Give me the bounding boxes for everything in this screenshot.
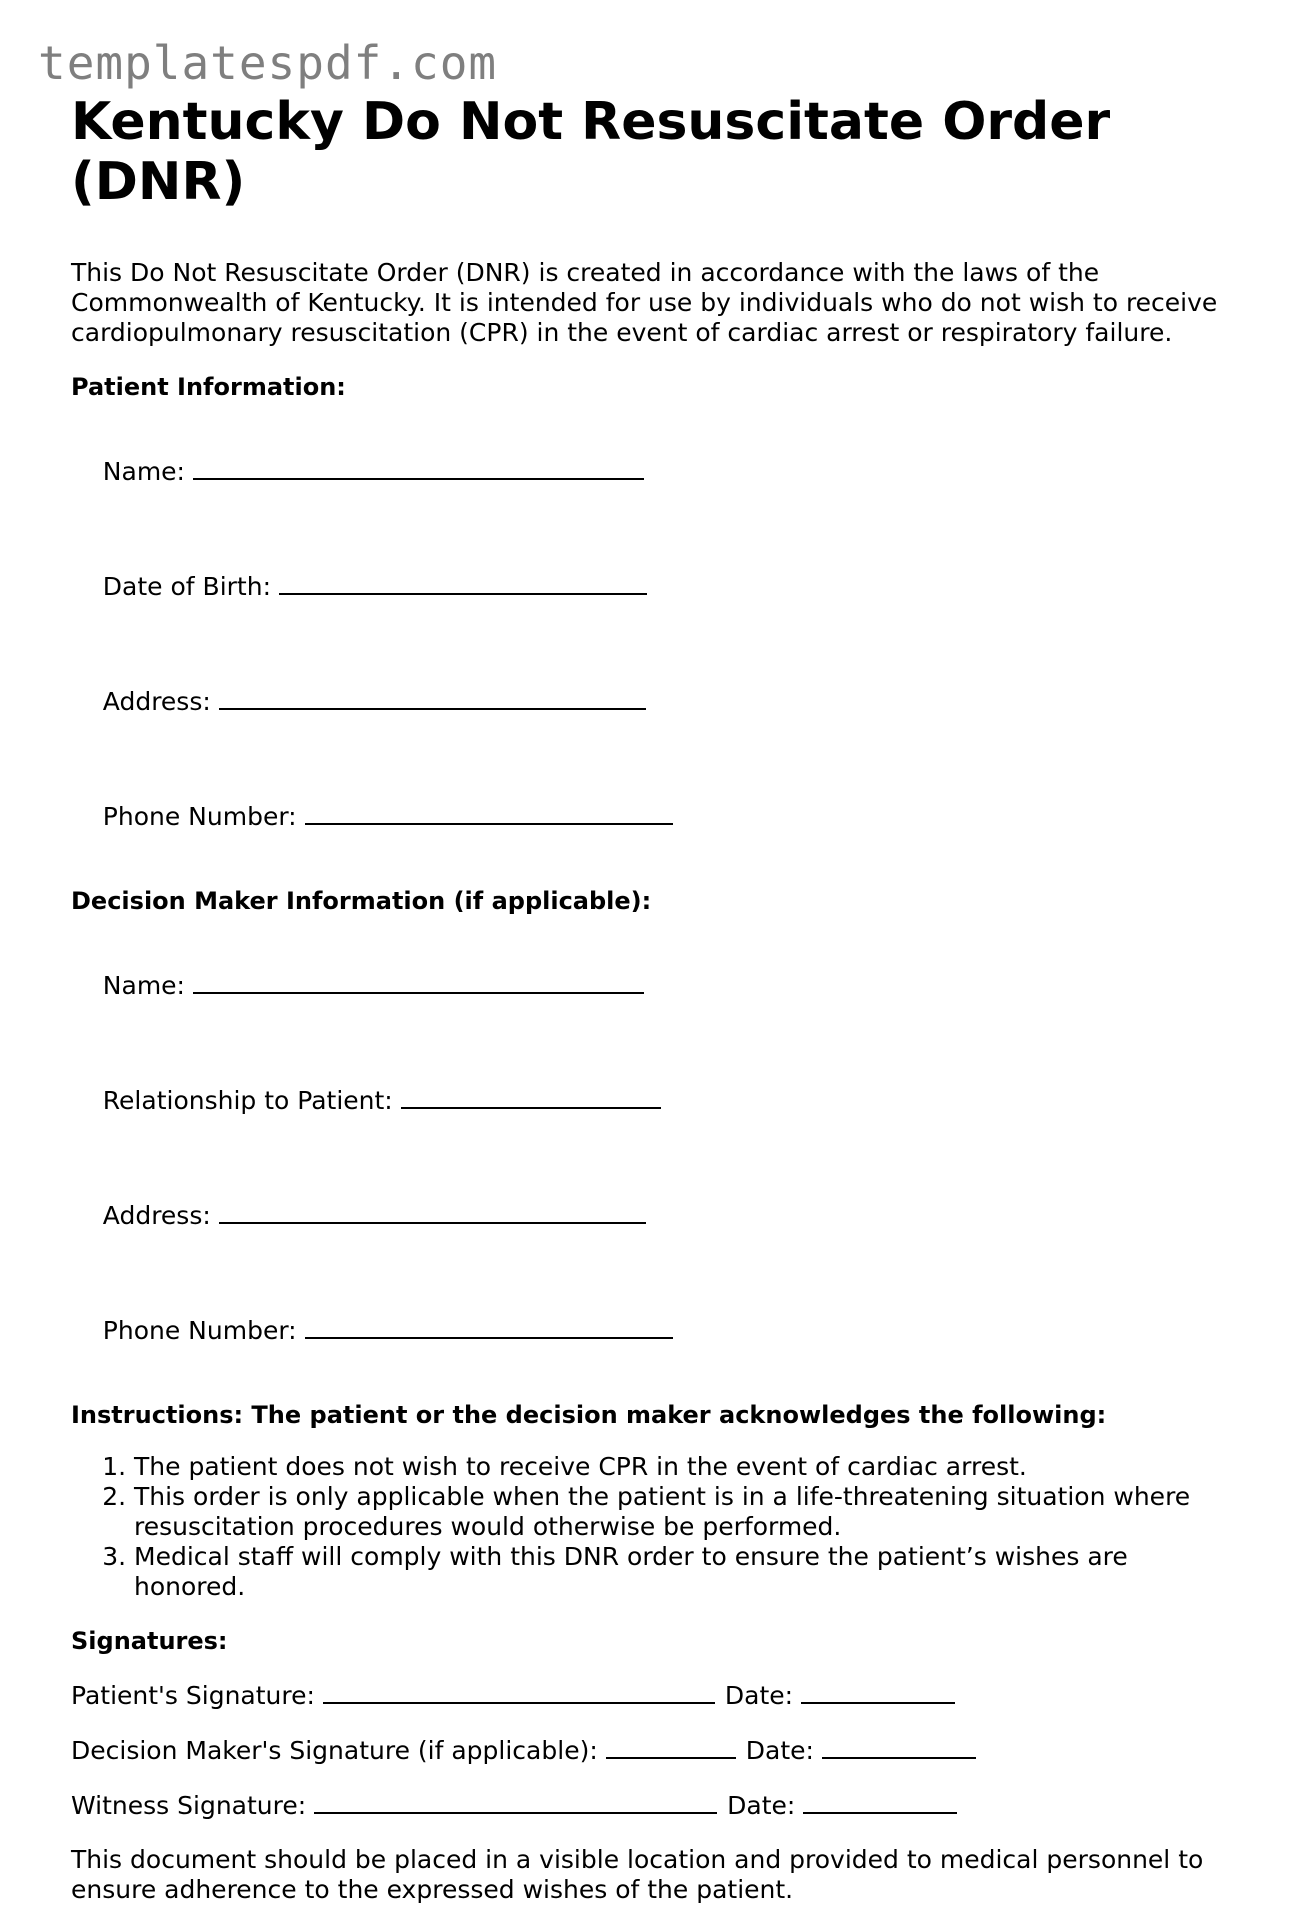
acknowledgement-list: [71, 1452, 1221, 1602]
page-title: Kentucky Do Not Resuscitate Order (DNR): [71, 92, 1111, 212]
list-item: 2. This order is only applicable when the patient is in a life-threatening situation where resuscitation procedures would otherwise be performed.: [134, 1482, 1221, 1542]
dm-phone-label: Phone Number:: [102, 1316, 297, 1345]
witness-signature-row: [71, 1788, 1221, 1821]
dm-relationship-input[interactable]: [401, 1083, 661, 1109]
dm-signature-input[interactable]: [606, 1733, 736, 1759]
patient-signature-label: Patient's Signature:: [71, 1681, 315, 1710]
patient-name-label: Name:: [102, 457, 185, 486]
dm-signature-row: [71, 1733, 1221, 1766]
patient-dob-label: Date of Birth:: [102, 572, 271, 601]
list-item: 3. Medical staff will comply with this DNR order to ensure the patient’s wishes are honored.: [134, 1542, 1221, 1602]
patient-date-input[interactable]: [801, 1678, 955, 1704]
dm-address-field: [71, 1168, 1221, 1261]
witness-date-label: Date:: [727, 1791, 796, 1820]
dm-phone-field: [71, 1283, 1221, 1376]
dm-name-label: Name:: [102, 971, 185, 1000]
patient-dob-input[interactable]: [279, 569, 647, 595]
witness-date-input[interactable]: [803, 1788, 957, 1814]
patient-date-label: Date:: [724, 1681, 794, 1710]
patient-signature-input[interactable]: [323, 1678, 715, 1704]
dm-signature-label: Decision Maker's Signature (if applicable):: [71, 1736, 598, 1765]
witness-signature-label: Witness Signature:: [71, 1791, 307, 1820]
patient-dob-field: [71, 539, 1221, 632]
patient-phone-input[interactable]: [305, 799, 673, 825]
dm-relationship-label: Relationship to Patient:: [102, 1086, 393, 1115]
patient-info-heading: Patient Information:: [71, 373, 346, 401]
dm-name-input[interactable]: [193, 968, 644, 994]
dm-name-field: [71, 938, 1221, 1031]
witness-signature-input[interactable]: [314, 1788, 717, 1814]
dm-address-input[interactable]: [219, 1198, 646, 1224]
dm-address-label: Address:: [102, 1201, 211, 1230]
dm-date-label: Date:: [745, 1736, 814, 1765]
dm-date-input[interactable]: [822, 1733, 976, 1759]
footer-note: This document should be placed in a visible location and provided to medical personnel to ensure adherence to the expressed wishes of the patient.: [71, 1845, 1204, 1904]
patient-signature-row: [71, 1678, 1221, 1711]
patient-name-field: [71, 424, 1221, 517]
dm-relationship-field: [71, 1053, 1221, 1146]
patient-address-input[interactable]: [219, 684, 646, 710]
patient-phone-field: [71, 769, 1221, 862]
patient-address-label: Address:: [102, 687, 211, 716]
instructions-heading: Instructions: The patient or the decision maker acknowledges the following:: [71, 1401, 1107, 1429]
signatures-heading: Signatures:: [71, 1627, 228, 1655]
patient-phone-label: Phone Number:: [102, 802, 297, 831]
document-page: [71, 92, 1221, 1905]
dm-phone-input[interactable]: [305, 1313, 673, 1339]
patient-name-input[interactable]: [193, 454, 644, 480]
patient-address-field: [71, 654, 1221, 747]
watermark: templatespdf.com: [38, 36, 498, 90]
intro-paragraph: This Do Not Resuscitate Order (DNR) is created in accordance with the laws of the Commonwealth of Kentucky. It is intended for use by individuals who do not wish to receive cardiopulmonary resuscitation (CPR) in the event of cardiac arrest or respiratory failure.: [71, 258, 1218, 347]
decision-maker-heading: Decision Maker Information (if applicable):: [71, 887, 652, 915]
list-item: 1. The patient does not wish to receive CPR in the event of cardiac arrest.: [134, 1452, 1221, 1482]
